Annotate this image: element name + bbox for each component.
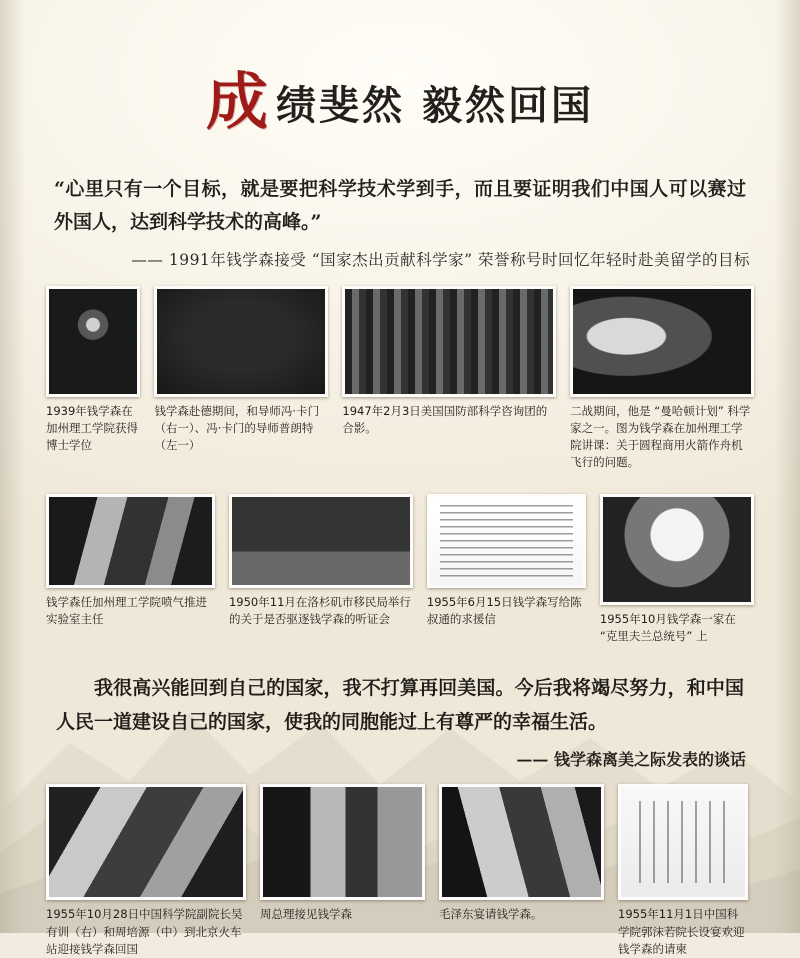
quote-secondary-attribution: —— 钱学森离美之际发表的谈话 <box>516 750 746 770</box>
photo-image <box>570 286 754 397</box>
photo-item <box>229 494 413 629</box>
photo-image <box>229 494 413 588</box>
photo-caption: 1955年11月1日中国科学院郭沫若院长设宴欢迎钱学森的请柬 <box>618 907 745 956</box>
photo-image <box>427 494 586 588</box>
title-rest: 绩斐然 毅然回国 <box>276 82 594 129</box>
title-accent-char: 成 <box>206 65 271 138</box>
photo-caption: 钱学森任加州理工学院喷气推进实验室主任 <box>46 594 207 626</box>
photo-image <box>600 494 754 605</box>
quote-primary-attribution: —— 1991年钱学森接受 “国家杰出贡献科学家” 荣誉称号时回忆年轻时赴美留学的目标 <box>131 250 750 269</box>
photo-image <box>46 494 215 588</box>
quote-secondary: 我很高兴能回到自己的国家，我不打算再回美国。今后我将竭尽努力，和中国人民一道建设自己的国家，使我的同胞能过上有尊严的幸福生活。 <box>56 677 744 734</box>
photo-image <box>154 286 328 397</box>
photo-image <box>260 784 425 900</box>
photo-item <box>260 784 425 923</box>
photo-item <box>46 494 215 629</box>
photo-item <box>427 494 586 629</box>
photo-image <box>46 784 246 900</box>
photo-caption: 钱学森赴德期间，和导师冯·卡门（右一）、冯·卡门的导师普朗特（左一） <box>154 403 320 452</box>
photo-image <box>439 784 604 900</box>
photo-caption: 1955年10月钱学森一家在 “克里夫兰总统号” 上 <box>599 611 736 643</box>
photo-item <box>618 784 748 958</box>
photo-item <box>154 286 328 455</box>
photo-caption: 周总理接见钱学森 <box>260 907 352 922</box>
photo-caption: 1950年11月在洛杉矶市移民局举行的关于是否驱逐钱学森的听证会 <box>228 594 411 626</box>
photo-caption: 1947年2月3日美国国防部科学咨询团的合影。 <box>342 403 548 435</box>
photo-caption: 1955年6月15日钱学森写给陈叔通的求援信 <box>426 594 582 626</box>
photo-image <box>342 286 556 397</box>
photo-item <box>46 784 246 958</box>
photo-row-1 <box>46 286 754 472</box>
photo-item <box>46 286 140 455</box>
photo-row-2 <box>46 494 754 646</box>
photo-image <box>46 286 140 397</box>
photo-item <box>439 784 604 923</box>
photo-item <box>342 286 556 438</box>
photo-row-3 <box>46 784 754 958</box>
quote-primary: “心里只有一个目标，就是要把科学技术学到手，而且要证明我们中国人可以赛过外国人，达到科学技术的高峰。” <box>54 178 746 234</box>
page-title <box>46 0 754 147</box>
photo-caption: 毛泽东宴请钱学森。 <box>439 907 543 922</box>
photo-caption: 1955年10月28日中国科学院副院长吴有训（右）和周培源（中）到北京火车站迎接钱学森回国 <box>46 907 243 956</box>
photo-item <box>600 494 754 646</box>
photo-caption: 二战期间，他是 “曼哈顿计划” 科学家之一。图为钱学森在加州理工学院讲课：关于圆程商用火箭作舟机飞行的问题。 <box>570 403 751 470</box>
photo-caption: 1939年钱学森在加州理工学院获得博士学位 <box>46 403 138 452</box>
photo-image <box>618 784 748 900</box>
photo-item <box>570 286 754 472</box>
